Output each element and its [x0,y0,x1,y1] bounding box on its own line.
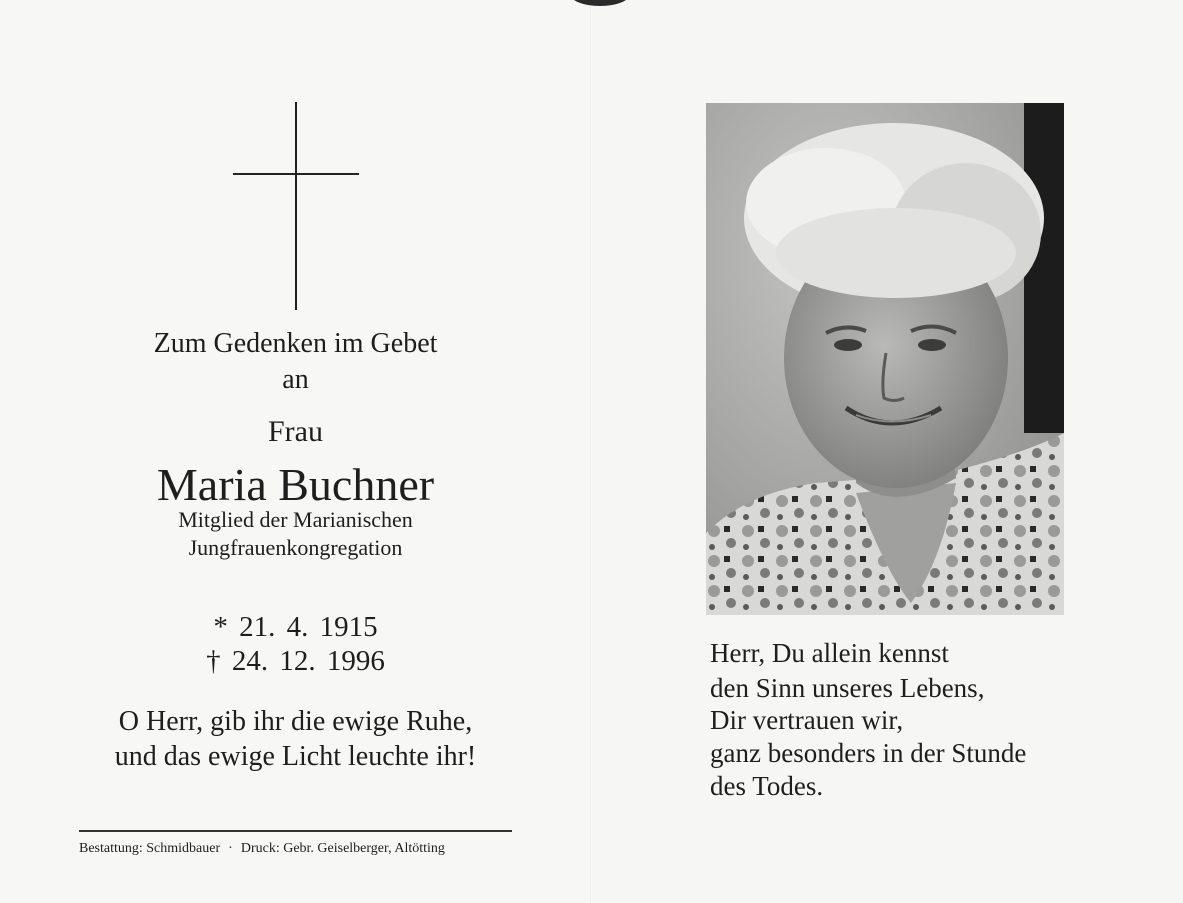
verse-line-4: ganz besonders in der Stunde [710,738,1027,768]
deceased-name: Maria Buchner [156,459,435,510]
death-date: † 24. 12. 1996 [206,645,385,677]
left-panel [0,0,591,903]
footer-funeral-home: Bestattung: Schmidbauer [79,841,221,856]
membership-line-2: Jungfrauenkongregation [188,535,403,560]
footer-divider [79,830,512,832]
footer-printer: Druck: Gebr. Geiselberger, Altötting [240,841,445,856]
memorial-heading: Zum Gedenken im Gebet [153,328,438,359]
prayer-line-2: und das ewige Licht leuchte ihr! [114,741,477,772]
portrait-image [706,103,1064,615]
verse-line-3: Dir vertrauen wir, [710,705,904,735]
portrait-photo [706,103,1064,615]
prayer-line-1: O Herr, gib ihr die ewige Ruhe, [118,706,473,737]
footer [79,841,519,857]
cross-icon-bar [233,173,359,175]
verse-line-2: den Sinn unseres Lebens, [710,673,985,703]
membership-line-1: Mitglied der Marianischen [178,507,413,532]
footer-separator: · [228,841,233,856]
birth-date: * 21. 4. 1915 [213,611,378,643]
verse-line-5: des Todes. [710,771,824,801]
cross-icon [295,102,297,310]
memorial-heading-an: an [282,364,309,395]
verse-line-1: Herr, Du allein kennst [710,638,949,668]
salutation: Frau [268,415,323,448]
